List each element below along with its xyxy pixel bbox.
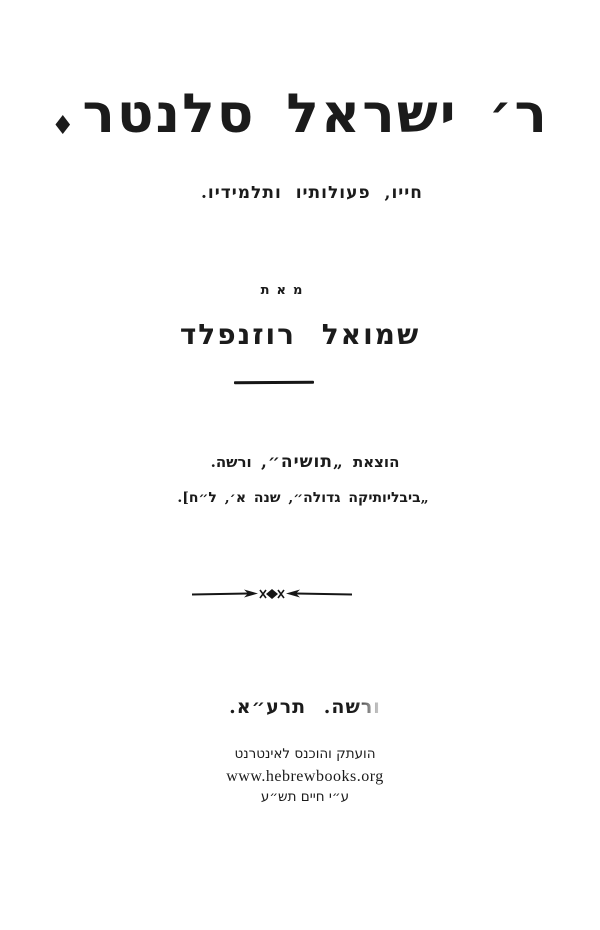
imprint-line	[5, 696, 600, 718]
imprint-city: ורשה.	[323, 696, 381, 718]
stamp-line-1: הועתק והוכנס לאינטרנט	[234, 746, 376, 762]
publisher-line	[5, 452, 600, 472]
author-name: שמואל רוזנפלד	[179, 318, 421, 351]
author-divider-rule	[234, 381, 314, 385]
book-subtitle: חייו, פעולותיו ותלמידיו.	[201, 183, 423, 203]
stamp-url: www.hebrewbooks.org	[226, 767, 384, 785]
hebrewbooks-stamp	[5, 745, 600, 807]
imprint-year: תרע״א.	[229, 696, 307, 718]
arrow-divider-ornament	[192, 586, 352, 602]
publisher-prefix: הוצאת	[352, 453, 400, 471]
publisher-city: ורשה.	[210, 453, 252, 471]
byline-label: מאת	[260, 283, 310, 298]
arrow-divider-icon	[192, 586, 352, 602]
book-title	[0, 81, 600, 145]
book-title-text: ר׳ ישראל סלנטר	[82, 81, 549, 145]
publisher-name: „תושיה״,	[260, 452, 344, 472]
stamp-line-3: ע״י חיים תש״ע	[260, 788, 350, 805]
diamond-period-icon: ♦	[51, 111, 77, 141]
series-note: „ביבליותיקה גדולה״, שנה א׳, ל״ח].	[177, 490, 429, 506]
